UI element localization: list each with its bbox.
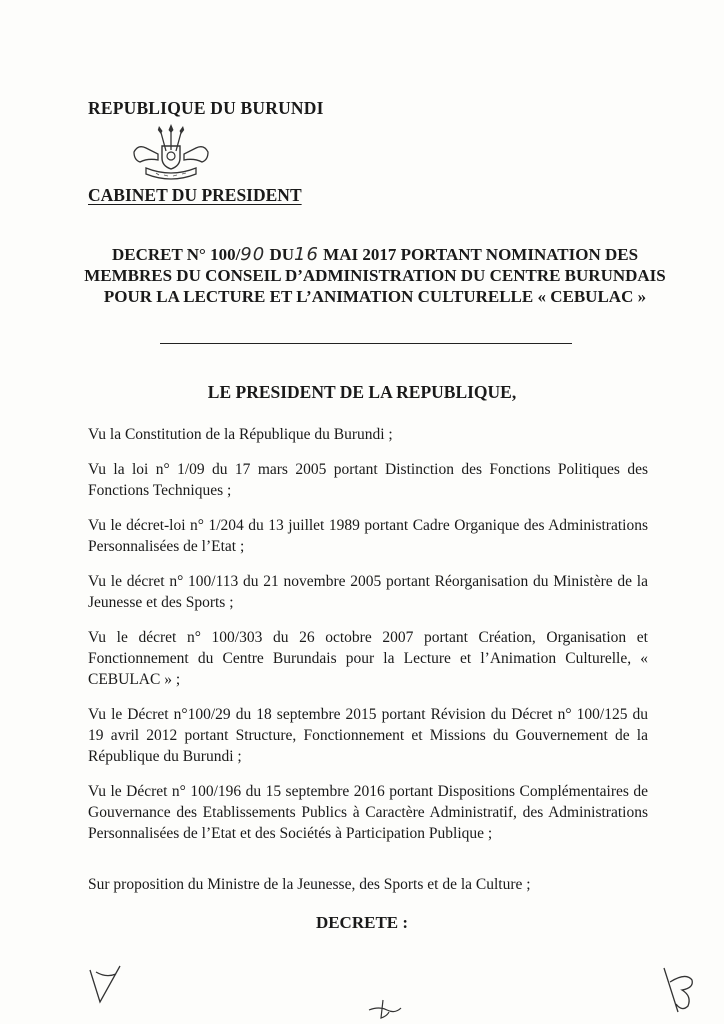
handwritten-decree-number: 90: [240, 244, 266, 265]
coat-of-arms-emblem: [126, 124, 216, 184]
coat-of-arms-icon: [126, 124, 216, 184]
initial-mark-right: [656, 962, 700, 1018]
decrete-heading: DECRETE :: [315, 913, 409, 932]
consideration-paragraph: Vu le Décret n°100/29 du 18 septembre 2015 portant Révision du Décret n° 100/125 du 19 avril 2012 portant Structure, Fonctionnement et Missions du Gouvernement de la République du Burundi ;: [88, 706, 648, 765]
handwritten-day: 16: [294, 244, 319, 265]
consideration-paragraph: Vu le Décret n° 100/196 du 15 septembre 2016 portant Dispositions Complémentaires de Gouvernance des Etablissements Publics à Caractère Administratif, des Administrations Personnalisées de l’Etat et des Sociétés à Participation Publique ;: [88, 783, 648, 842]
republic-heading: REPUBLIQUE DU BURUNDI: [88, 98, 324, 118]
initial-mark-left: [86, 960, 126, 1008]
decree-title-part2: DU: [265, 245, 295, 264]
consideration-paragraph: Vu le décret-loi n° 1/204 du 13 juillet 1989 portant Cadre Organique des Administrations Personnalisées de l’Etat ;: [88, 517, 648, 555]
decree-title: [70, 244, 680, 307]
decree-title-part3: MAI 2017 PORTANT NOMINATION DES MEMBRES DU CONSEIL D’ADMINISTRATION DU CENTRE BURUNDAIS POUR LA LECTURE ET L’ANIMATION CULTURELLE « CEBULAC »: [84, 245, 666, 306]
consideration-paragraph: Vu le décret n° 100/303 du 26 octobre 2007 portant Création, Organisation et Fonctionnement du Centre Burundais pour la Lecture et l’Animation Culturelle, « CEBULAC » ;: [88, 629, 648, 688]
decree-title-part1: DECRET N° 100/: [111, 245, 241, 264]
cabinet-heading: CABINET DU PRESIDENT: [88, 185, 302, 205]
initial-mark-center: [365, 996, 405, 1020]
consideration-paragraph: Vu le décret n° 100/113 du 21 novembre 2005 portant Réorganisation du Ministère de la Jeunesse et des Sports ;: [88, 573, 648, 611]
consideration-paragraph: Vu la loi n° 1/09 du 17 mars 2005 portant Distinction des Fonctions Politiques des Fonctions Techniques ;: [88, 461, 648, 499]
consideration-paragraph: Vu la Constitution de la République du Burundi ;: [88, 426, 393, 443]
consideration-paragraph: Sur proposition du Ministre de la Jeunesse, des Sports et de la Culture ;: [88, 876, 531, 893]
title-divider: [160, 343, 572, 344]
president-heading: LE PRESIDENT DE LA REPUBLIQUE,: [207, 382, 517, 402]
